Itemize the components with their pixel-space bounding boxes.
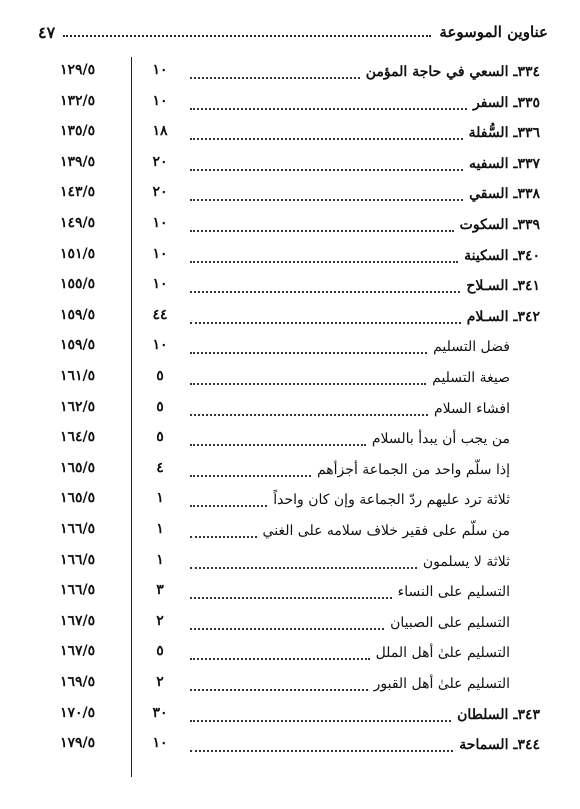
dot-leader (190, 536, 257, 538)
index-row (0, 516, 580, 546)
page-reference: ١٦٤/٥ (60, 429, 96, 446)
entry-count: ٢٠ (152, 184, 168, 201)
chapter-title: ٣٣٧ـ السفيه (469, 155, 540, 172)
entry-count: ٥ (156, 368, 164, 384)
subsection-title: التسليم على النساء (397, 584, 510, 601)
dot-leader (190, 291, 460, 293)
entry-title-cell (190, 704, 540, 726)
chapter-title: ٣٣٩ـ السكوت (459, 217, 540, 233)
index-row (0, 608, 580, 638)
entry-title-cell (190, 459, 510, 481)
page-reference: ١٦٢/٥ (60, 398, 96, 415)
index-row (0, 394, 580, 424)
dot-leader (190, 138, 463, 140)
index-row (0, 363, 580, 393)
chapter-title: ٣٣٤ـ السعي في حاجة المؤمن (365, 64, 540, 80)
entry-count: ١٠ (152, 215, 168, 231)
index-row (0, 118, 580, 148)
entry-title-cell (190, 183, 540, 205)
subsection-title: فضل التسليم (433, 339, 510, 356)
dot-leader (190, 750, 453, 752)
dot-leader (190, 199, 463, 201)
chapter-title: ٣٤١ـ السـلاح (466, 278, 540, 295)
page-header (38, 18, 548, 46)
chapter-title: ٣٣٨ـ السقي (469, 186, 540, 203)
entry-count: ١ (156, 490, 164, 507)
index-row (0, 302, 580, 332)
entry-title-cell (190, 245, 540, 267)
index-row (0, 700, 580, 730)
page-reference: ١٧٩/٥ (60, 735, 96, 752)
index-row (0, 485, 580, 515)
entry-title-cell (190, 612, 510, 634)
subsection-title: ثلاثة لا يسلمون (422, 553, 510, 570)
entry-count: ١٠ (152, 276, 168, 293)
chapter-title: ٣٤٢ـ السـلام (466, 308, 540, 325)
entry-title-cell (190, 551, 510, 573)
page-reference: ١٣٩/٥ (60, 153, 96, 170)
entry-title-cell (190, 214, 540, 236)
entry-title-cell (190, 398, 510, 420)
subsection-title: التسليم على الصبيان (390, 614, 510, 631)
subsection-title: من يجب أن يبدأ بالسلام (371, 431, 510, 448)
subsection-title: إذا سلّم واحد من الجماعة أجزأهم (316, 461, 510, 478)
chapter-title: ٣٤٣ـ السلطان (457, 706, 540, 723)
page-reference: ١٦٦/٥ (60, 582, 96, 599)
entry-title-cell (190, 336, 510, 358)
page-reference: ١٦٧/٥ (60, 612, 96, 629)
dot-leader (190, 383, 426, 385)
subsection-title: ثلاثة ترد عليهم ردّ الجماعة وإن كان واحداً (273, 492, 510, 509)
entry-title-cell (190, 520, 510, 542)
dot-leader (190, 689, 368, 691)
entry-title-cell (190, 122, 540, 144)
entry-count: ٥ (156, 643, 164, 660)
page-reference: ١٦٧/٥ (60, 643, 96, 660)
entry-title-cell (190, 306, 540, 328)
page-number: ٤٧ (38, 22, 56, 42)
chapter-title: ٣٤٤ـ السماحة (459, 737, 540, 754)
entry-title-cell (190, 428, 510, 450)
dot-leader (190, 230, 454, 232)
entry-count: ١٠ (152, 245, 168, 262)
dot-leader (190, 322, 461, 324)
dot-leader (190, 77, 360, 79)
entry-title-cell (190, 275, 540, 297)
dot-leader (190, 597, 392, 599)
index-row (0, 332, 580, 362)
entry-count: ٥ (156, 398, 164, 415)
index-row (0, 424, 580, 454)
dot-leader (190, 414, 428, 416)
subsection-title: من سلّم على فقير خلاف سلامه على الغني (262, 523, 510, 539)
page-reference: ١٥٩/٥ (60, 337, 96, 354)
dot-leader (190, 108, 467, 110)
page-reference: ١٥٥/٥ (60, 276, 96, 293)
entry-count: ١ (156, 551, 164, 568)
entry-count: ٣ (156, 582, 164, 599)
entry-title-cell (190, 673, 510, 695)
entry-count: ٢٠ (152, 153, 168, 170)
index-row (0, 730, 580, 760)
page-reference: ١٥١/٥ (60, 245, 96, 262)
index-row (0, 547, 580, 577)
dot-leader (190, 475, 311, 477)
page-reference: ١٣٢/٥ (60, 92, 96, 109)
entry-title-cell (190, 153, 540, 175)
index-row (0, 669, 580, 699)
index-row (0, 577, 580, 607)
entry-title-cell (190, 642, 510, 664)
subsection-title: افشاء السلام (433, 400, 510, 417)
dot-leader (190, 720, 451, 722)
entry-count: ١٨ (152, 123, 168, 140)
chapter-title: ٣٣٦ـ السُّفلة (468, 125, 540, 142)
subsection-title: التسليم علىٰ أهل القبور (373, 676, 510, 692)
dot-leader (190, 567, 417, 569)
page-reference: ١٢٩/٥ (60, 62, 96, 78)
page-reference: ١٦٩/٥ (60, 674, 96, 690)
entry-title-cell (190, 367, 510, 389)
entry-count: ٢ (156, 612, 164, 629)
entry-title-cell (190, 581, 510, 603)
page-reference: ١٣٥/٥ (60, 123, 96, 140)
page-reference: ١٧٠/٥ (60, 704, 96, 721)
index-row (0, 455, 580, 485)
entry-title-cell (190, 489, 510, 511)
index-row (0, 88, 580, 118)
entry-count: ٣٠ (152, 704, 168, 721)
chapter-title: ٣٤٠ـ السكينة (464, 247, 540, 264)
page-reference: ١٦٥/٥ (60, 459, 96, 476)
index-row (0, 638, 580, 668)
entry-count: ٤ (156, 459, 164, 476)
entry-count: ٢ (156, 674, 164, 690)
entry-title-cell (190, 734, 540, 756)
entry-count: ١٠ (152, 62, 168, 78)
entry-title-cell (190, 92, 540, 114)
dot-leader (190, 444, 366, 446)
page-reference: ١٤٩/٥ (60, 215, 96, 231)
entry-count: ١٠ (152, 735, 168, 752)
dot-leader (190, 505, 267, 507)
entry-count: ٥ (156, 429, 164, 446)
dot-leader (190, 169, 463, 171)
entry-title-cell (190, 61, 540, 83)
index-row (0, 271, 580, 301)
page-reference: ١٦٦/٥ (60, 551, 96, 568)
dot-leader (190, 658, 370, 660)
index-row (0, 149, 580, 179)
chapter-title: ٣٣٥ـ السفر (473, 94, 540, 111)
page-reference: ١٥٩/٥ (60, 306, 96, 323)
page-reference: ١٦٥/٥ (60, 490, 96, 507)
dot-leader (190, 352, 427, 354)
index-row (0, 179, 580, 209)
index-row (0, 210, 580, 240)
subsection-title: التسليم علىٰ أهل الملل (375, 645, 510, 662)
page-reference: ١٤٣/٥ (60, 184, 96, 201)
entry-count: ٤٤ (152, 306, 168, 323)
running-title: عناوين الموسوعة (439, 23, 548, 41)
entry-count: ١ (156, 521, 164, 537)
dot-leader (190, 261, 458, 263)
entry-count: ١٠ (152, 92, 168, 109)
page-reference: ١٦١/٥ (60, 368, 96, 384)
subsection-title: صيغة التسليم (432, 370, 510, 386)
header-leader (63, 35, 431, 37)
index-row (0, 57, 580, 87)
entry-count: ١٠ (152, 337, 168, 354)
index-row (0, 241, 580, 271)
page-reference: ١٦٦/٥ (60, 521, 96, 537)
dot-leader (190, 628, 384, 630)
